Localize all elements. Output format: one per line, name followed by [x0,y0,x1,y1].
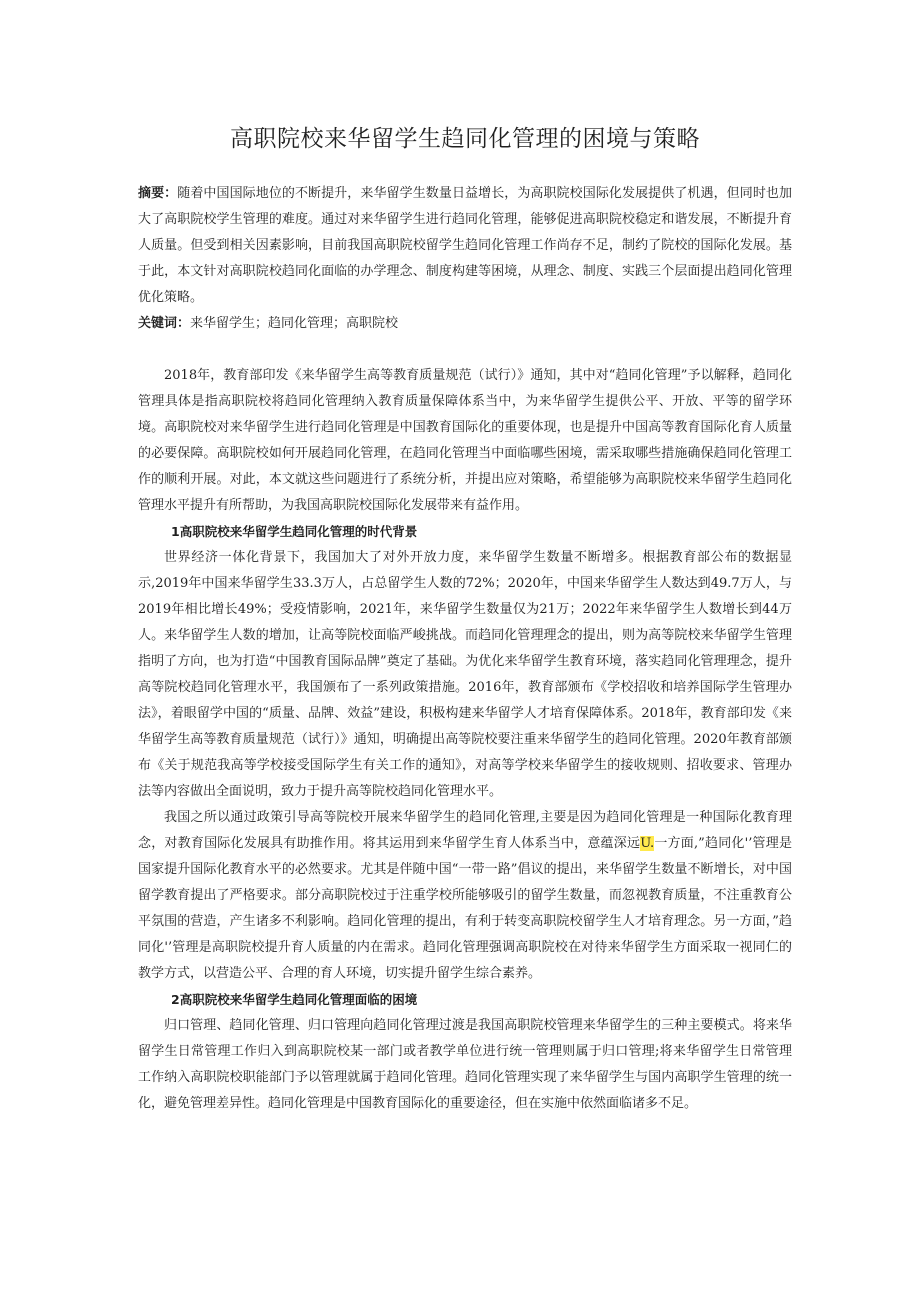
section-heading-1: 1高职院校来华留学生趋同化管理的时代背景 [171,524,418,539]
intro-paragraph: 2018年，教育部印发《来华留学生高等教育质量规范（试行）》通知，其中对“趋同化管理”予以解释，趋同化管理具体是指高职院校将趋同化管理纳入教育质量保障体系当中，为来华留学生提供公平、开放、平等的留学环境。高职院校对来华留学生进行趋同化管理是中国教育国际化的重要体现，也是提升中国高等教育国际化育人质量的必要保障。高职院校如何开展趋同化管理，在趋同化管理当中面临哪些困境，需采取哪些措施确保趋同化管理工作的顺利开展。对此，本文就这些问题进行了系统分析，并提出应对策略，希望能够为高职院校来华留学生趋同化管理水平提升有所帮助，为我国高职院校国际化发展带来有益作用。 [138,368,792,513]
section-heading-2: 2高职院校来华留学生趋同化管理面临的困境 [171,992,418,1007]
abstract [138,181,792,311]
abstract-label: 摘要： [138,186,178,201]
abstract-text: 随着中国国际地位的不断提升，来华留学生数量日益增长，为高职院校国际化发展提供了机遇，但同时也加大了高职院校学生管理的难度。通过对来华留学生进行趋同化管理，能够促进高职院校稳定和谐发展，不断提升育人质量。但受到相关因素影响，目前我国高职院校留学生趋同化管理工作尚存不足，制约了院校的国际化发展。基于此，本文针对高职院校趋同化面临的办学理念、制度构建等困境，从理念、制度、实践三个层面提出趋同化管理优化策略。 [138,186,792,305]
paragraph-2-text-a: 我国之所以通过政策引导高等院校开展来华留学生的趋同化管理,主要是因为趋同化管理是一种国际化教育理念，对教育国际化发展具有助推作用。将其运用到来华留学生育人体系当中，意蕴深远 [138,810,792,851]
paragraph-3: 归口管理、趋同化管理、归口管理向趋同化管理过渡是我国高职院校管理来华留学生的三种主要模式。将来华留学生日常管理工作归入到高职院校某一部门或者教学单位进行统一管理则属于归口管理;将来华留学生日常管理工作纳入高职院校职能部门予以管理就属于趋同化管理。趋同化管理实现了来华留学生与国内高职学生管理的统一化，避免管理差异性。趋同化管理是中国教育国际化的重要途径，但在实施中依然面临诸多不足。 [138,1018,792,1111]
paragraph-2-text-b: 一方面,”趋同化'’管理是国家提升国际化教育水平的必然要求。尤其是伴随中国“一带一路”倡议的提出，来华留学生数量不断增长，对中国留学教育提出了严格要求。部分高职院校过于注重学校所能够吸引的留学生数量，而忽视教育质量，不注重教育公平氛围的营造，产生诸多不利影响。趋同化管理的提出，有利于转变高职院校留学生人才培育理念。另一方面，”趋同化'’管理是高职院校提升育人质量的内在需求。趋同化管理强调高职院校在对待来华留学生方面采取一视同仁的教学方式，以营造公平、合理的育人环境，切实提升留学生综合素养。 [138,836,792,981]
keywords-text: 来华留学生；趋同化管理；高职院校 [190,316,399,331]
highlighted-text: U. [640,836,655,851]
keywords [138,311,792,337]
keywords-label: 关键词： [138,316,191,331]
paragraph-2 [138,805,792,987]
document-title: 高职院校来华留学生趋同化管理的困境与策略 [230,126,700,152]
paragraph-1: 世界经济一体化背景下，我国加大了对外开放力度，来华留学生数量不断增多。根据教育部公布的数据显示,2019年中国来华留学生33.3万人，占总留学生人数的72%；2020年，中国来华留学生人数达到49.7万人，与2019年相比增长49%；受疫情影响，2021年，来华留学生数量仅为21万；2022年来华留学生人数增长到44万人。来华留学生人数的增加，让高等院校面临严峻挑战。而趋同化管理理念的提出，则为高等院校来华留学生管理指明了方向，也为打造“中国教育国际品牌”奠定了基础。为优化来华留学生教育环境，落实趋同化管理理念，提升高等院校趋同化管理水平，我国颁布了一系列政策措施。2016年，教育部颁布《学校招收和培养国际学生管理办法》，着眼留学中国的“质量、品牌、效益”建设，积极构建来华留学人才培育保障体系。2018年，教育部印发《来华留学生高等教育质量规范（试行）》通知，明确提出高等院校要注重来华留学生的趋同化管理。2020年教育部颁布《关于规范我高等学校接受国际学生有关工作的通知》，对高等学校来华留学生的接收规则、招收要求、管理办法等内容做出全面说明，致力于提升高等院校趋同化管理水平。 [138,550,792,799]
document-page [138,116,792,1117]
